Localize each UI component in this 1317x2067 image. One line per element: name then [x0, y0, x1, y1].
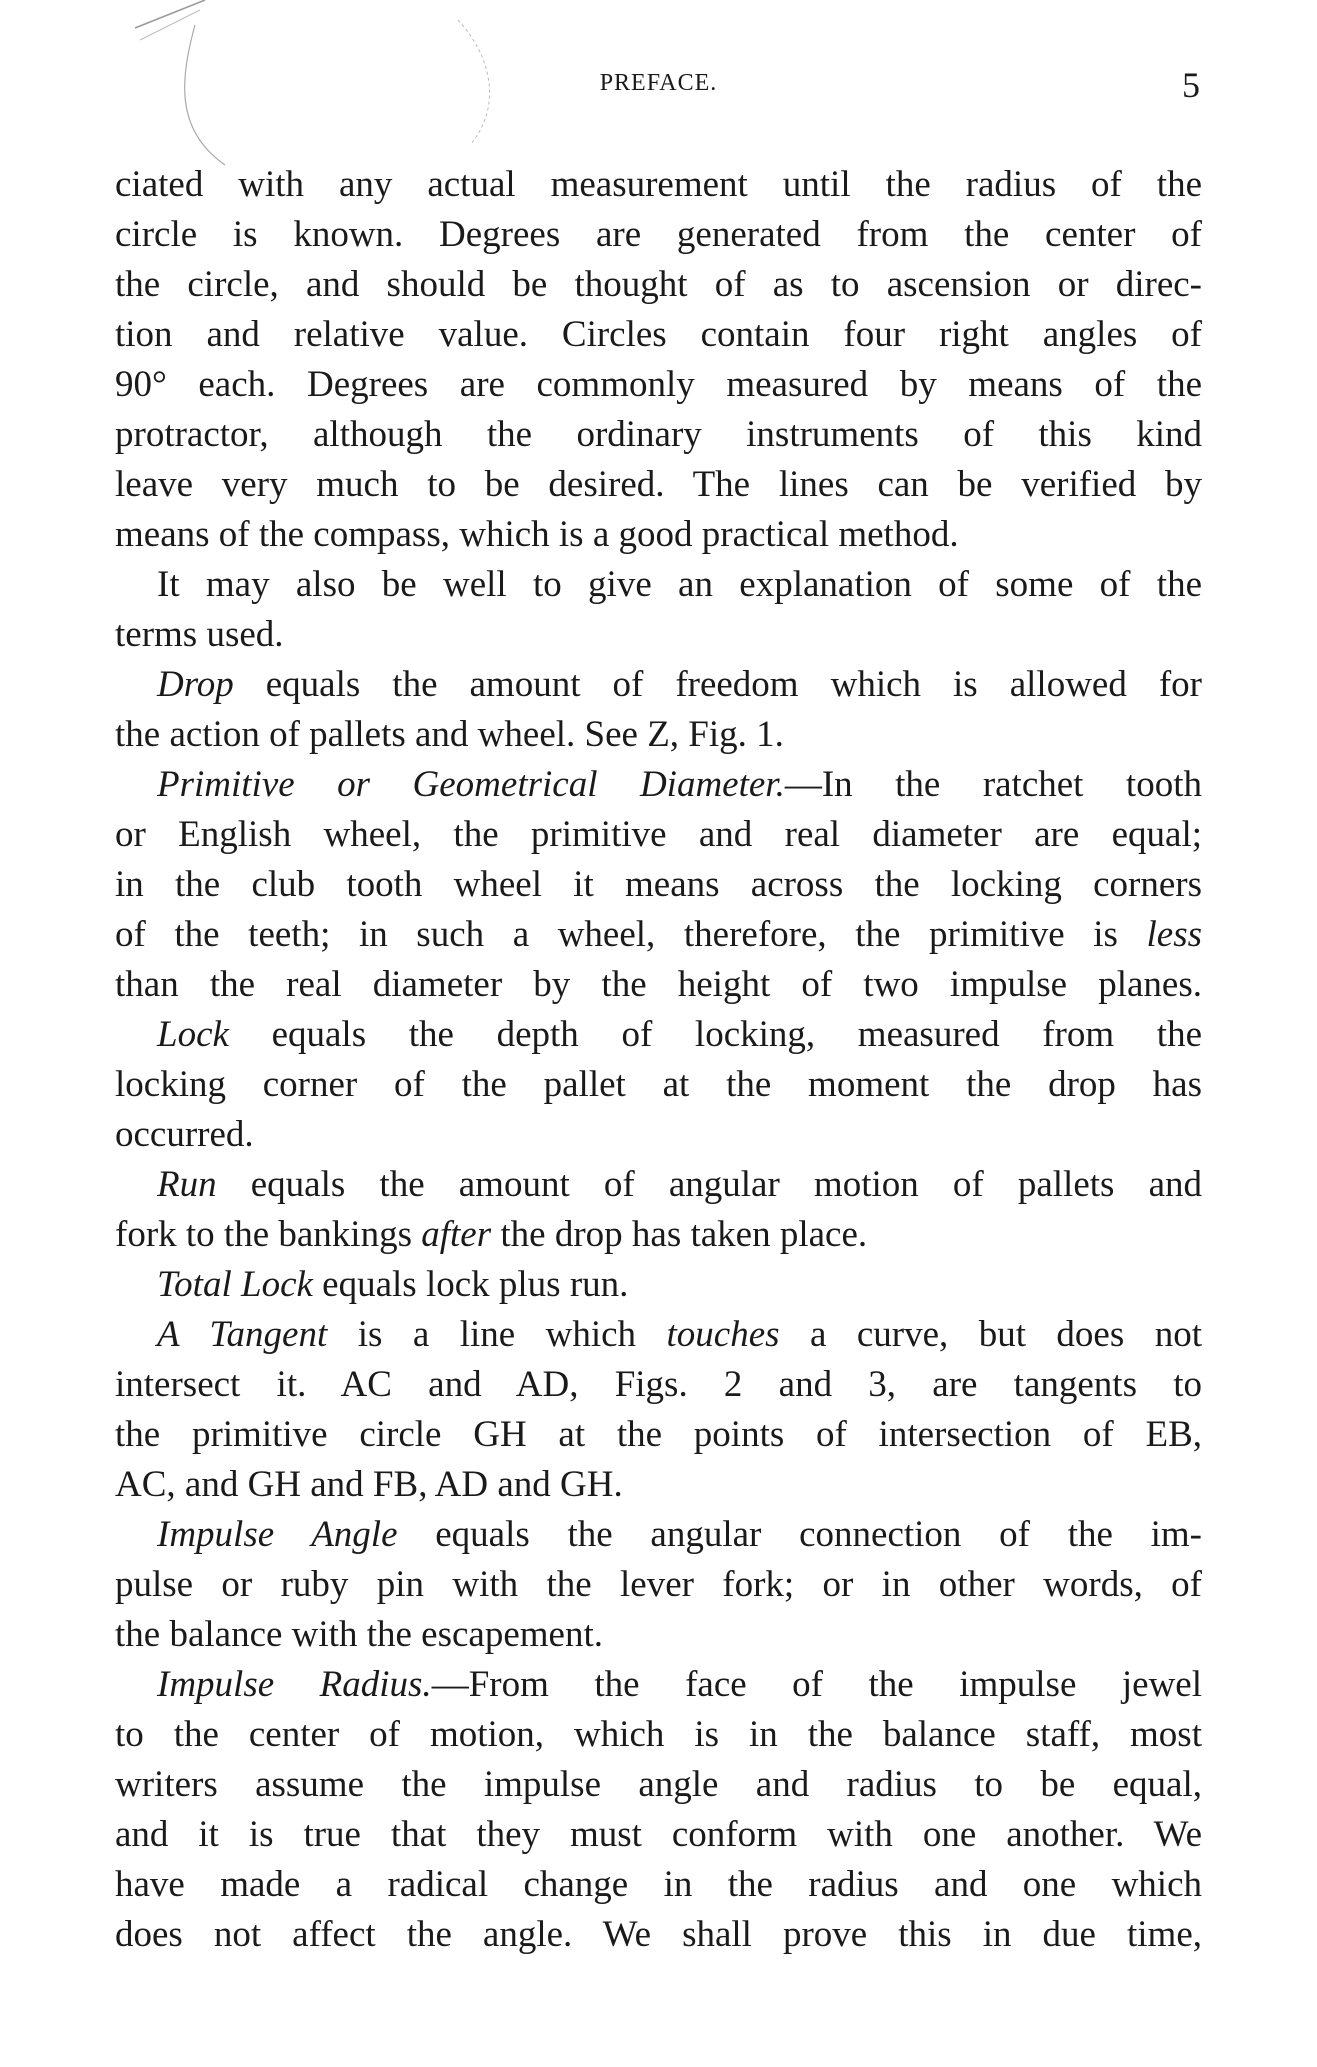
text-run: equals the depth of locking, measured from the [228, 1014, 1202, 1055]
text-run: —In the ratchet tooth [784, 764, 1202, 805]
text-line [115, 260, 1202, 310]
text-run: the primitive circle GH at the points of intersection of EB, [115, 1414, 1202, 1455]
text-line [115, 560, 1202, 610]
italic-term: Impulse Radius. [157, 1664, 432, 1705]
text-line [115, 710, 1202, 760]
text-run: of the teeth; in such a wheel, therefore, the primitive is [115, 914, 1147, 955]
text-line [115, 360, 1202, 410]
text-run: 90° each. Degrees are commonly measured by means of the [115, 364, 1202, 405]
text-line [115, 410, 1202, 460]
text-run: —From the face of the impulse jewel [431, 1664, 1202, 1705]
text-run: is a line which [327, 1314, 667, 1355]
text-line [115, 1310, 1202, 1360]
text-line [115, 1460, 1202, 1510]
text-line [115, 310, 1202, 360]
text-line [115, 1660, 1202, 1710]
text-run: does not affect the angle. We shall prove this in due time, [115, 1914, 1202, 1955]
text-line [115, 860, 1202, 910]
text-run: intersect it. AC and AD, Figs. 2 and 3, are tangents to [115, 1364, 1202, 1405]
text-run: the circle, and should be thought of as to ascension or direc- [115, 264, 1202, 305]
text-run: tion and relative value. Circles contain four right angles of [115, 314, 1202, 355]
text-run: in the club tooth wheel it means across the locking corners [115, 864, 1202, 905]
text-run: It may also be well to give an explanation of some of the [157, 564, 1202, 605]
text-line [115, 1610, 1202, 1660]
italic-term: touches [666, 1314, 780, 1355]
text-line [115, 1710, 1202, 1760]
text-line [115, 460, 1202, 510]
text-run: ciated with any actual measurement until the radius of the [115, 164, 1202, 205]
text-run: locking corner of the pallet at the moment the drop has [115, 1064, 1202, 1105]
text-run: equals the angular connection of the im- [397, 1514, 1202, 1555]
text-line [115, 1560, 1202, 1610]
text-line [115, 1760, 1202, 1810]
text-run: terms used. [115, 614, 284, 655]
text-line [115, 960, 1202, 1010]
text-line [115, 510, 1202, 560]
text-line [115, 1860, 1202, 1910]
text-line [115, 810, 1202, 860]
text-line [115, 1810, 1202, 1860]
text-run: or English wheel, the primitive and real diameter are equal; [115, 814, 1202, 855]
italic-term: Total Lock [157, 1264, 313, 1305]
italic-term: Impulse Angle [157, 1514, 398, 1555]
text-line [115, 1110, 1202, 1160]
text-line [115, 1260, 1202, 1310]
text-run: fork to the bankings [115, 1214, 422, 1255]
italic-term: Lock [157, 1014, 229, 1055]
text-run: the action of pallets and wheel. See Z, Fig. 1. [115, 714, 784, 755]
text-line [115, 1360, 1202, 1410]
text-run: equals lock plus run. [312, 1264, 629, 1305]
text-line [115, 660, 1202, 710]
italic-term: less [1146, 914, 1202, 955]
text-line [115, 1010, 1202, 1060]
text-run: circle is known. Degrees are generated from the center of [115, 214, 1202, 255]
body-text [115, 160, 1202, 1960]
text-run: and it is true that they must conform with one another. We [115, 1814, 1202, 1855]
text-run: protractor, although the ordinary instruments of this kind [115, 414, 1202, 455]
italic-term: Drop [157, 664, 234, 705]
text-run: to the center of motion, which is in the balance staff, most [115, 1714, 1202, 1755]
text-run: the drop has taken place. [491, 1214, 868, 1255]
text-run: a curve, but does not [779, 1314, 1202, 1355]
text-run: equals the amount of freedom which is allowed for [233, 664, 1202, 705]
text-line [115, 1210, 1202, 1260]
running-head: PREFACE. [599, 70, 718, 96]
page-number: 5 [1182, 65, 1200, 105]
text-line [115, 1910, 1202, 1960]
text-line [115, 1060, 1202, 1110]
text-run: have made a radical change in the radius and one which [115, 1864, 1202, 1905]
text-run: means of the compass, which is a good practical method. [115, 514, 959, 555]
text-run: leave very much to be desired. The lines can be verified by [115, 464, 1202, 505]
italic-term: Primitive or Geometrical Diameter. [157, 764, 785, 805]
text-line [115, 760, 1202, 810]
text-line [115, 210, 1202, 260]
italic-term: A Tangent [157, 1314, 328, 1355]
text-line [115, 160, 1202, 210]
italic-term: after [421, 1214, 492, 1255]
text-run: the balance with the escapement. [115, 1614, 603, 1655]
text-run: pulse or ruby pin with the lever fork; or in other words, of [115, 1564, 1202, 1605]
text-line [115, 610, 1202, 660]
italic-term: Run [157, 1164, 217, 1205]
text-run: occurred. [115, 1114, 254, 1155]
text-run: equals the amount of angular motion of pallets and [216, 1164, 1202, 1205]
text-run: than the real diameter by the height of two impulse planes. [115, 964, 1202, 1005]
text-line [115, 1410, 1202, 1460]
text-line [115, 910, 1202, 960]
text-line [115, 1160, 1202, 1210]
text-run: AC, and GH and FB, AD and GH. [115, 1464, 623, 1505]
text-line [115, 1510, 1202, 1560]
text-run: writers assume the impulse angle and radius to be equal, [115, 1764, 1202, 1805]
